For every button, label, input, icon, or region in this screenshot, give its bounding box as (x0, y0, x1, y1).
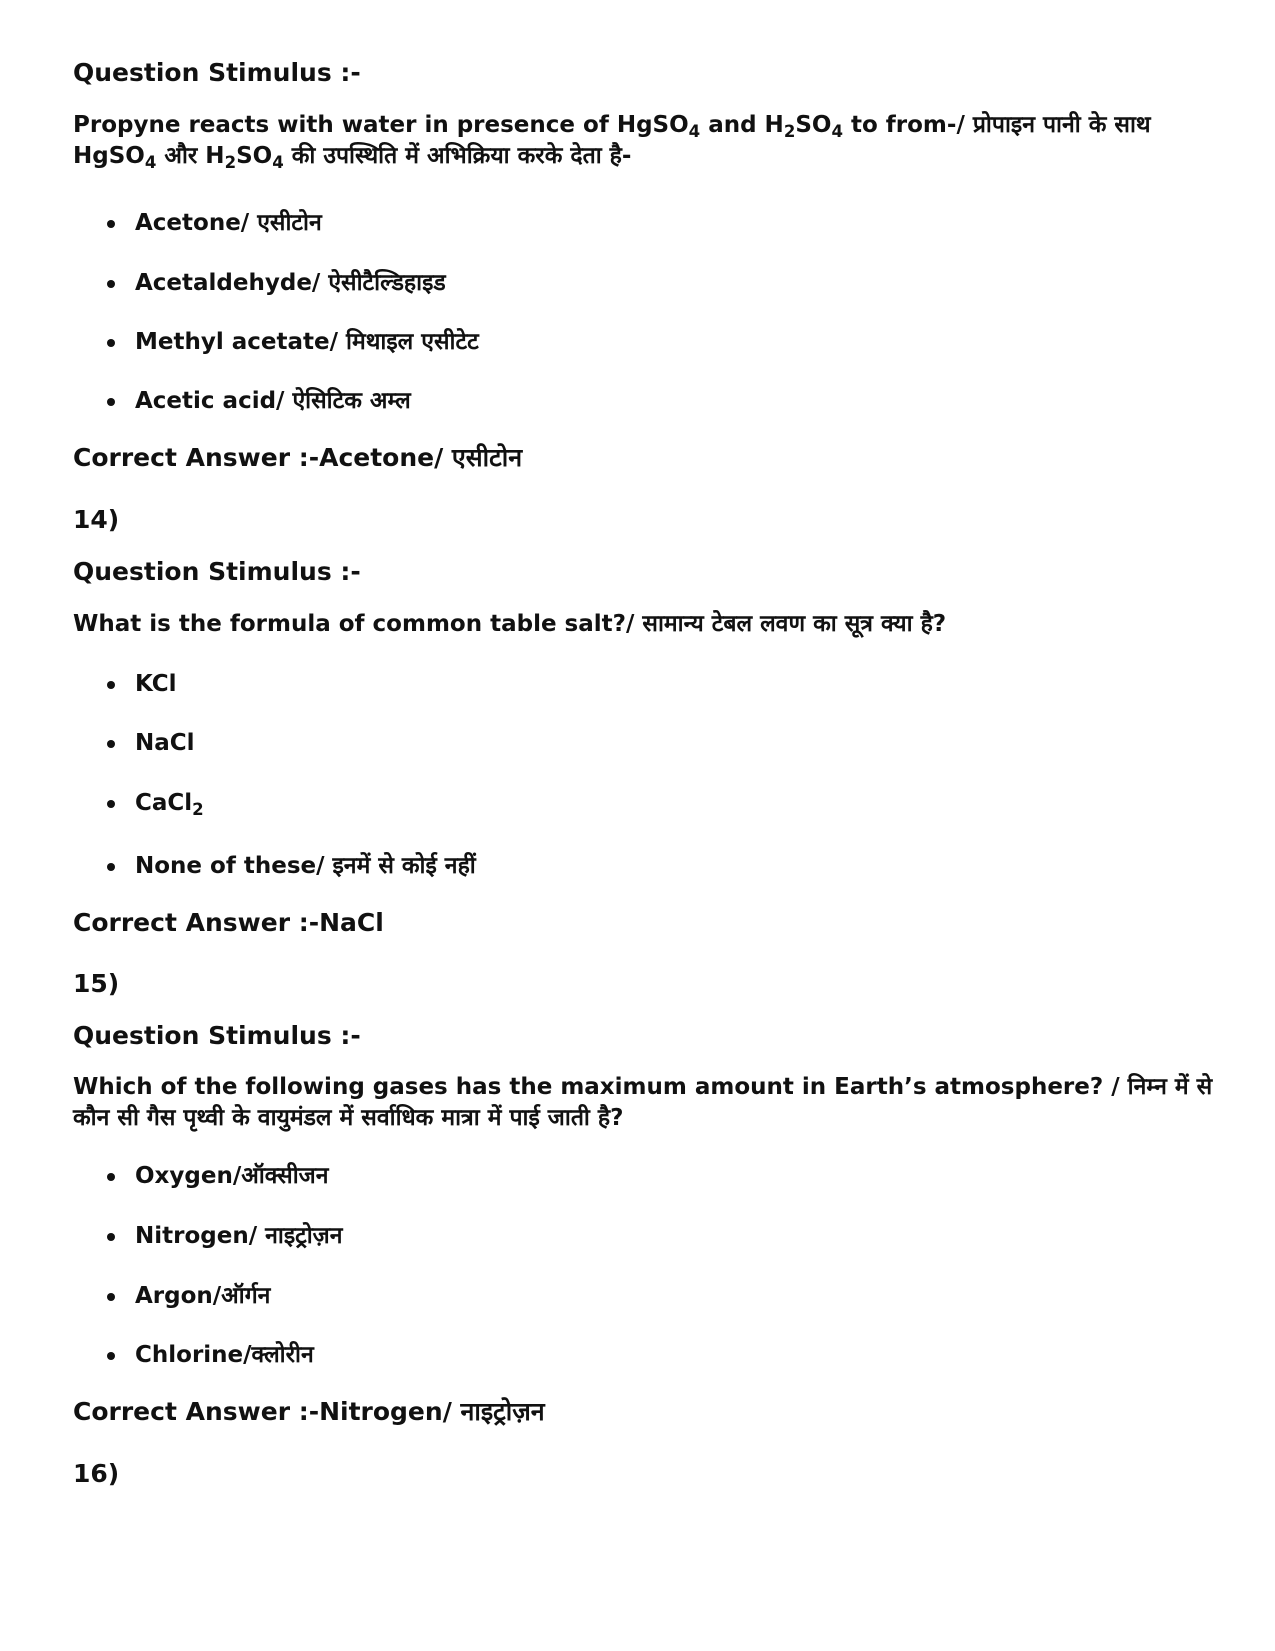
q13-option-4: Acetic acid/ ऐसिटिक अम्ल (135, 388, 411, 414)
q14-option-3: CaCl$_2$ (135, 790, 204, 819)
q15-option-4: Chlorine/क्लोरीन (135, 1342, 314, 1368)
q13-question-text: Propyne reacts with water in presence of HgSO$_4$ and $H_2SO_4$ to from-/ प्रोपाइन पानी के साथ HgSO$_4$ और $H_2SO_4$ की उपस्थिति में अभिक्रिया करके देता है- (73, 112, 1151, 172)
q13-option-3: Methyl acetate/ मिथाइल एसीटेट (135, 329, 479, 355)
q14-option-4: None of these/ इनमें से कोई नहीं (135, 853, 476, 879)
q14-option-1: KCl (135, 671, 177, 697)
q15-option-3: Argon/ऑर्गन (135, 1283, 271, 1309)
q15-number: 15) (73, 969, 120, 998)
q13-option-1: Acetone/ एसीटोन (135, 210, 322, 236)
q13-stimulus-label: Question Stimulus :- (73, 58, 361, 87)
q14-stimulus-label: Question Stimulus :- (73, 557, 361, 586)
q14-option-2: NaCl (135, 730, 195, 756)
q15-correct-answer: Correct Answer :-Nitrogen/ नाइट्रोज़न (73, 1397, 545, 1426)
q15-option-1: Oxygen/ऑक्सीजन (135, 1163, 329, 1189)
q14-correct-answer: Correct Answer :-NaCl (73, 908, 384, 937)
q15-stimulus-label: Question Stimulus :- (73, 1021, 361, 1050)
q14-number: 14) (73, 505, 120, 534)
q16-number: 16) (73, 1459, 120, 1488)
q13-correct-answer: Correct Answer :-Acetone/ एसीटोन (73, 443, 523, 472)
q14-question-text: What is the formula of common table salt?/ सामान्य टेबल लवण का सूत्र क्या है? (73, 611, 947, 637)
q13-option-2: Acetaldehyde/ ऐसीटैल्डिहाइड (135, 270, 446, 296)
q15-question-text: Which of the following gases has the maximum amount in Earth’s atmosphere? / निम्न में से कौन सी गैस पृथ्वी के वायुमंडल में सर्वाधिक मात्रा में पाई जाती है? (73, 1074, 1213, 1131)
q15-option-2: Nitrogen/ नाइट्रोज़न (135, 1223, 343, 1249)
